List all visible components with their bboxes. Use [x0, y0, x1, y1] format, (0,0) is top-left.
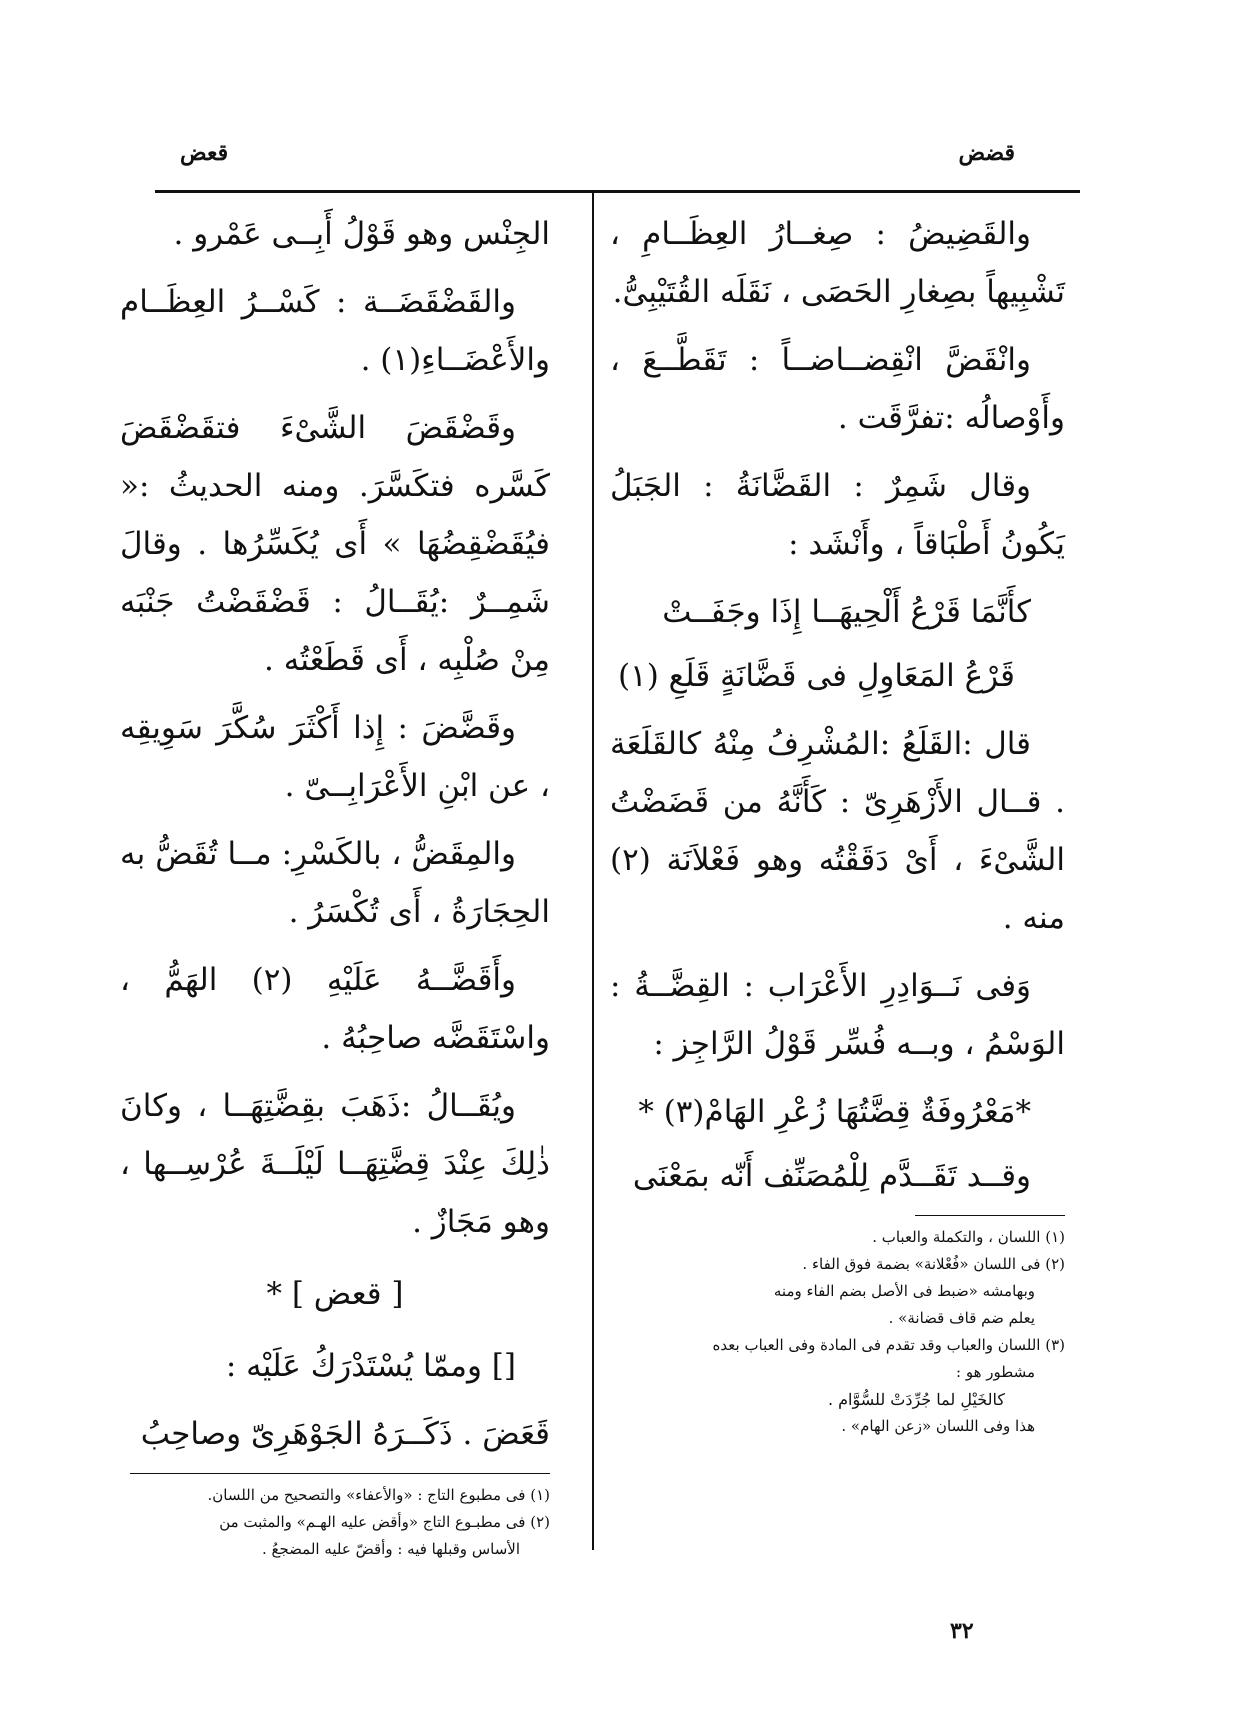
verse-line: كأَنَّمَا قَرْعُ أَلْحِيهَــا إِذَا وجَفَــتْ	[662, 594, 1031, 630]
footnote-rule	[130, 1473, 550, 1474]
paragraph: وَفى نَــوَادِرِ الأَعْرَاب : القِضَّــةُ : الوَسْمُ ، وبــه فُسِّر قَوْلُ الرَّاجِز :	[610, 968, 1065, 1062]
paragraph: وقال شَمِرٌ : القَضَّانَةُ : الجَبَلُ يَكُونُ أَطْبَاقاً ، وأَنْشَد :	[610, 468, 1065, 562]
paragraph: والقَضْقَضَــة : كَسْــرُ العِظَــام والأَعْضَــاءِ(١) .	[120, 284, 550, 378]
footnote-verse: كالخَيْلِ لما جُرِّدَتْ للسُّوَّام .	[827, 1390, 1005, 1409]
paragraph: الجِنْس وهو قَوْلُ أَبِــى عَمْرو .	[173, 216, 550, 252]
page-number: ٣٢	[950, 1618, 974, 1644]
footnote: الأساس وقبلها فيه : وأقضّ عليه المضجعُ .	[261, 1540, 520, 1558]
left-column	[120, 205, 550, 1563]
column-divider	[592, 190, 594, 1550]
paragraph: قال :القَلَعُ :المُشْرِفُ مِنْهُ كالقَلَعَة . قــال الأَزْهَرِىّ : كَأَنَّهُ من قَضَضْتُ الشَّىْءَ ، أَىْ دَقَقْتُه وهو فَعْلاَنَة (٢) منه .	[610, 726, 1065, 936]
footnote: (٢) فى اللسان «فُعْلانة» بضمة فوق الفاء .	[802, 1255, 1065, 1273]
paragraph: والقَضِيضُ : صِغــارُ العِظَــامِ ، تَشْبِيهاً بصِغارِ الحَصَى ، نَقَلَه القُتَيْبِىُّ.	[610, 216, 1065, 310]
verse-line: قَرْعُ المَعَاوِلِ فى قَضَّانَةٍ قَلَعِ (١)	[617, 658, 1015, 694]
footnote: (٢) فى مطبـوع التاج «وأقض عليه الهـم» والمثبت من	[219, 1513, 550, 1531]
footnote: يعلم ضم قاف قضانة» .	[888, 1309, 1035, 1327]
paragraph: والمِقَضُّ ، بالكَسْرِ: مــا تُقَضُّ به الحِجَارَةُ ، أَى تُكْسَرُ .	[120, 836, 550, 930]
paragraph: وأَقَضَّــهُ عَلَيْهِ (٢) الهَمُّ ، واسْتَقَضَّه صاحِبُهُ .	[120, 962, 550, 1056]
header-rule	[155, 190, 1080, 193]
paragraph: وانْقَضَّ انْقِضــاضــاً : تَقَطَّــعَ ، وأَوْصالُه :تفرَّقَت .	[610, 342, 1065, 436]
footnote-rule	[915, 1215, 1065, 1216]
paragraph: [] وممّا يُسْتَدْرَكُ عَلَيْه :	[225, 1348, 516, 1384]
paragraph: قَعَضَ . ذَكَــرَهُ الجَوْهَرِىّ وصاحِبُ	[140, 1416, 550, 1452]
footnote: هذا وفى اللسان «زعن الهام» .	[841, 1417, 1035, 1435]
footnote: (١) اللسان ، والتكملة والعباب .	[872, 1228, 1065, 1246]
paragraph: ويُقَــالُ :ذَهَبَ بقِضَّتِهَــا ، وكانَ ذٰلِكَ عِنْدَ قِضَّتِهَــا لَيْلَــةَ عُرْسِــها ، وهو مَجَازٌ .	[120, 1088, 550, 1240]
footnote: (٣) اللسان والعباب وقد تقدم فى المادة وفى العباب بعده	[712, 1336, 1065, 1354]
right-column	[610, 205, 1065, 1440]
footnote: وبهامشه «ضبط فى الأصل بضم الفاء ومنه	[773, 1282, 1035, 1300]
verse-line: *مَعْرُوفَةٌ قِضَّتُهَا زُعْرِ الهَامْ(٣) *	[638, 1094, 1031, 1130]
footnote: (١) فى مطبوع التاج : «والأعفاء» والتصحيح من اللسان.	[207, 1486, 550, 1504]
entry-heading: [ قعض ] *	[266, 1276, 404, 1312]
paragraph: وقَضْقَضَ الشَّىْءَ فتقَضْقَضَ كَسَّره فتكَسَّرَ. ومنه الحديثُ :« فيُقَضْقِضُهَا » أَى يُكَسِّرُها . وقالَ شَمِــرٌ :يُقَــالُ : قَضْقَضْتُ جَنْبَه مِنْ صُلْبِه ، أَى قَطَعْتُه .	[120, 410, 550, 678]
paragraph: وقــد تَقَــدَّم لِلْمُصَنِّف أَنّه بمَعْنَى	[632, 1158, 1031, 1194]
paragraph: وقَضَّضَ : إِذا أَكْثَرَ سُكَّرَ سَوِيقِه ، عن ابْنِ الأَعْرَابِــىّ .	[120, 710, 550, 804]
running-head-right: قضض	[958, 140, 1015, 166]
running-head-left: قعض	[180, 140, 229, 166]
footnote: مشطور هو :	[956, 1363, 1035, 1381]
